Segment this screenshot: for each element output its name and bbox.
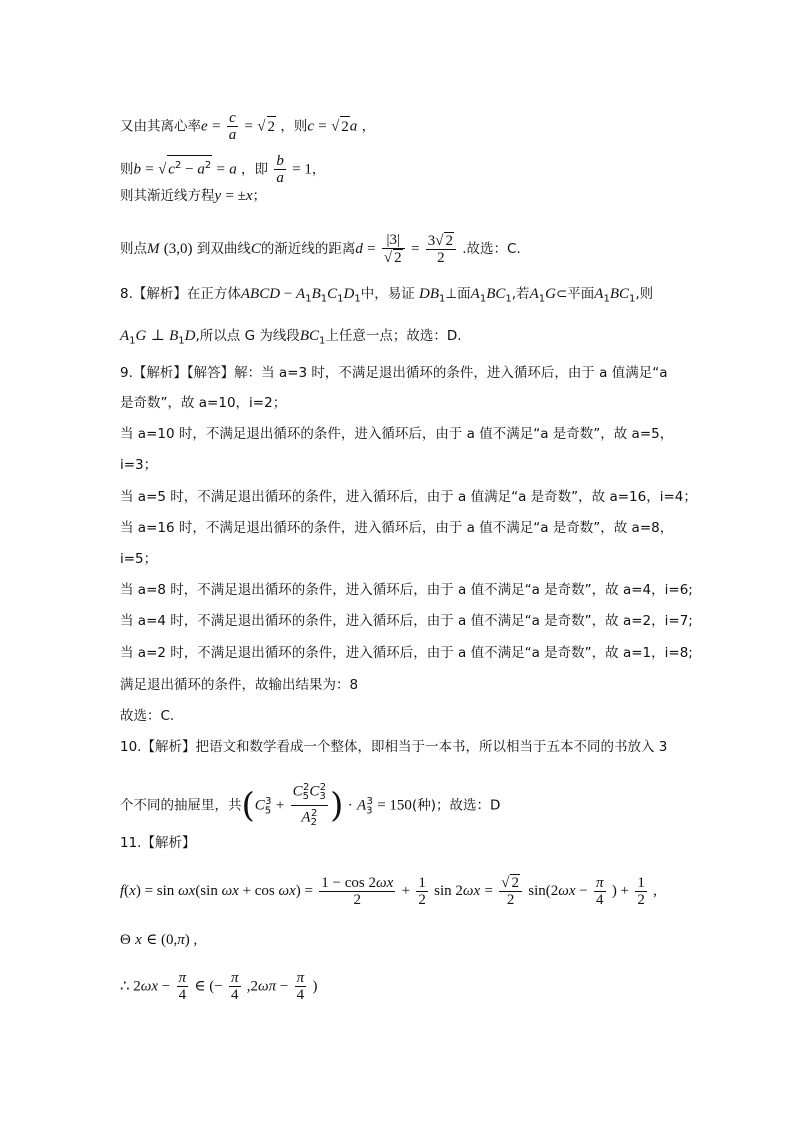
text: 上任意一点；故选：D. — [325, 328, 462, 344]
q11-formula-f: f(x) = sin ωx(sin ωx + cos ωx) = $\frac{1 - \cos 2\omega x}{2}$ + $\frac{1}{2}$ sin 2ωx = $\frac{√ 2}{2}$ sin(2ωx − $\frac{\pi}{4}$ ) + $\frac{1}{2}$ , — [120, 874, 657, 908]
text: ，则 — [280, 118, 308, 135]
text: ， — [311, 161, 326, 178]
q9-line-7: i=5； — [120, 551, 158, 567]
text: ⊥面 — [445, 286, 471, 302]
text: Θ — [120, 932, 131, 948]
q9-line-3: 当 a=10 时，不满足退出循环的条件，进入循环后，由于 a 值不满足“a 是奇数”，故 a=5， — [120, 426, 674, 442]
fraction-pi-over-4-a: $\frac{\pi}{4}$ — [178, 970, 187, 1003]
fraction-pi-over-4-c: $\frac{\pi}{4}$ — [296, 970, 305, 1003]
text: 则点 — [120, 241, 147, 257]
q10-line-2: 个不同的抽屉里，共($C_5^3$ + $\frac{C_5^2C_3^2}{A_2^2}$ ) · $A_3^3 = 150$(种)；故选：D — [120, 780, 500, 831]
text: ， — [361, 118, 376, 135]
text: ； — [252, 188, 267, 204]
text: 到双曲线 — [196, 241, 251, 257]
text: ,所以点 G 为线段 — [195, 328, 300, 344]
fraction-c-over-a: $\frac{c}{a}$ — [228, 110, 237, 143]
q9-line-12: 故选：C. — [120, 708, 175, 724]
q9-line-2: 是奇数”，故 a=10，i=2； — [120, 395, 287, 411]
text: 中，易证 — [360, 286, 415, 302]
fraction-pi-over-4-b: $\frac{\pi}{4}$ — [230, 970, 239, 1003]
q11-heading: 11.【解析】 — [120, 835, 196, 851]
fraction-abs3-over-sqrt2: $\frac{|3|}{√ 2}$ — [382, 232, 405, 266]
eccentricity-line: 又由其离心率e = $\frac{c}{a}$ = √ 2 ，则c = √ 2a ， — [120, 110, 376, 143]
text: (种)；故选：D — [411, 797, 501, 814]
fraction-1-minus-cos: $\frac{1 - \cos 2\omega x}{2}$ — [321, 874, 394, 908]
text: ⊂平面 — [555, 286, 595, 302]
q9-line-8: 当 a=8 时，不满足退出循环的条件，进入循环后，由于 a 值不满足“a 是奇数”，故 a=4，i=6; — [120, 582, 693, 598]
asymptote-line: 则其渐近线方程y = ±x； — [120, 188, 267, 204]
fraction-half: $\frac{1}{2}$ — [418, 874, 426, 908]
distance-line: 则点M (3,0) 到双曲线C的渐近线的距离d = $\frac{|3|}{√ 2}$ = $\frac{3√ 2}{2}$ .故选：C. — [120, 232, 521, 266]
b-value-line: 则b = √ $c^2 - a^2 = a$ ，即 $\frac{b}{a}$ = 1， — [120, 153, 326, 186]
fraction-b-over-a: $\frac{b}{a}$ — [276, 153, 284, 186]
q9-line-4: i=3； — [120, 457, 158, 473]
text: 则其渐近线方程 — [120, 188, 215, 204]
q9-line-5: 当 a=5 时，不满足退出循环的条件，进入循环后，由于 a 值满足“a 是奇数”，故 a=16，i=4； — [120, 489, 697, 505]
text: 的渐近线的距离 — [260, 241, 356, 257]
fraction-half-2: $\frac{1}{2}$ — [637, 874, 645, 908]
q10-line-1: 10.【解析】把语文和数学看成一个整体，即相当于一本书，所以相当于五本不同的书放入 3 — [120, 739, 668, 755]
q8-line-1: 8.【解析】在正方体ABCD − $A_1B_1C_1D_1$中，易证 $DB_1\perp$面$A_1BC_1$,若$A_1G\subset$平面$A_1BC_1$,则 — [120, 286, 654, 305]
text: ,若 — [511, 286, 530, 302]
q9-line-6: 当 a=16 时，不满足退出循环的条件，进入循环后，由于 a 值不满足“a 是奇数”，故 a=8， — [120, 520, 674, 536]
q11-range: ∴ 2ωx − $\frac{\pi}{4}$ ∈ (− $\frac{\pi}{4}$ ,2ωπ − $\frac{\pi}{4}$ ) — [120, 970, 318, 1003]
fraction-pi-over-4: $\frac{\pi}{4}$ — [596, 874, 604, 908]
text: ，即 — [241, 161, 269, 178]
q11-domain: Θ x ∈ (0,π) , — [120, 932, 198, 948]
fraction-3sqrt2-over-2: $\frac{3√ 2}{2}$ — [426, 232, 456, 266]
fraction-combinations: $\frac{C_5^2C_3^2}{A_2^2}$ — [292, 782, 327, 829]
q9-line-9: 当 a=4 时，不满足退出循环的条件，进入循环后，由于 a 值不满足“a 是奇数”，故 a=2，i=7; — [120, 613, 693, 629]
q9-line-1: 9.【解析】【解答】解：当 a=3 时，不满足退出循环的条件，进入循环后，由于 a 值满足“a — [120, 365, 668, 381]
text: 又由其离心率 — [120, 118, 201, 135]
q9-line-11: 满足退出循环的条件，故输出结果为：8 — [120, 677, 359, 693]
q8-line-2: $A_1G$ ⊥ $B_1D$,所以点 G 为线段$BC_1$上任意一点；故选：D. — [120, 328, 462, 347]
text: ,则 — [635, 286, 654, 302]
text: 8.【解析】在正方体 — [120, 286, 241, 302]
q9-line-10: 当 a=2 时，不满足退出循环的条件，进入循环后，由于 a 值不满足“a 是奇数”，故 a=1，i=8; — [120, 645, 693, 661]
fraction-sqrt2-over-2: $\frac{√ 2}{2}$ — [499, 874, 522, 908]
text: .故选：C. — [462, 241, 521, 257]
text: 则 — [120, 161, 134, 178]
text: 个不同的抽屉里，共 — [120, 797, 242, 814]
